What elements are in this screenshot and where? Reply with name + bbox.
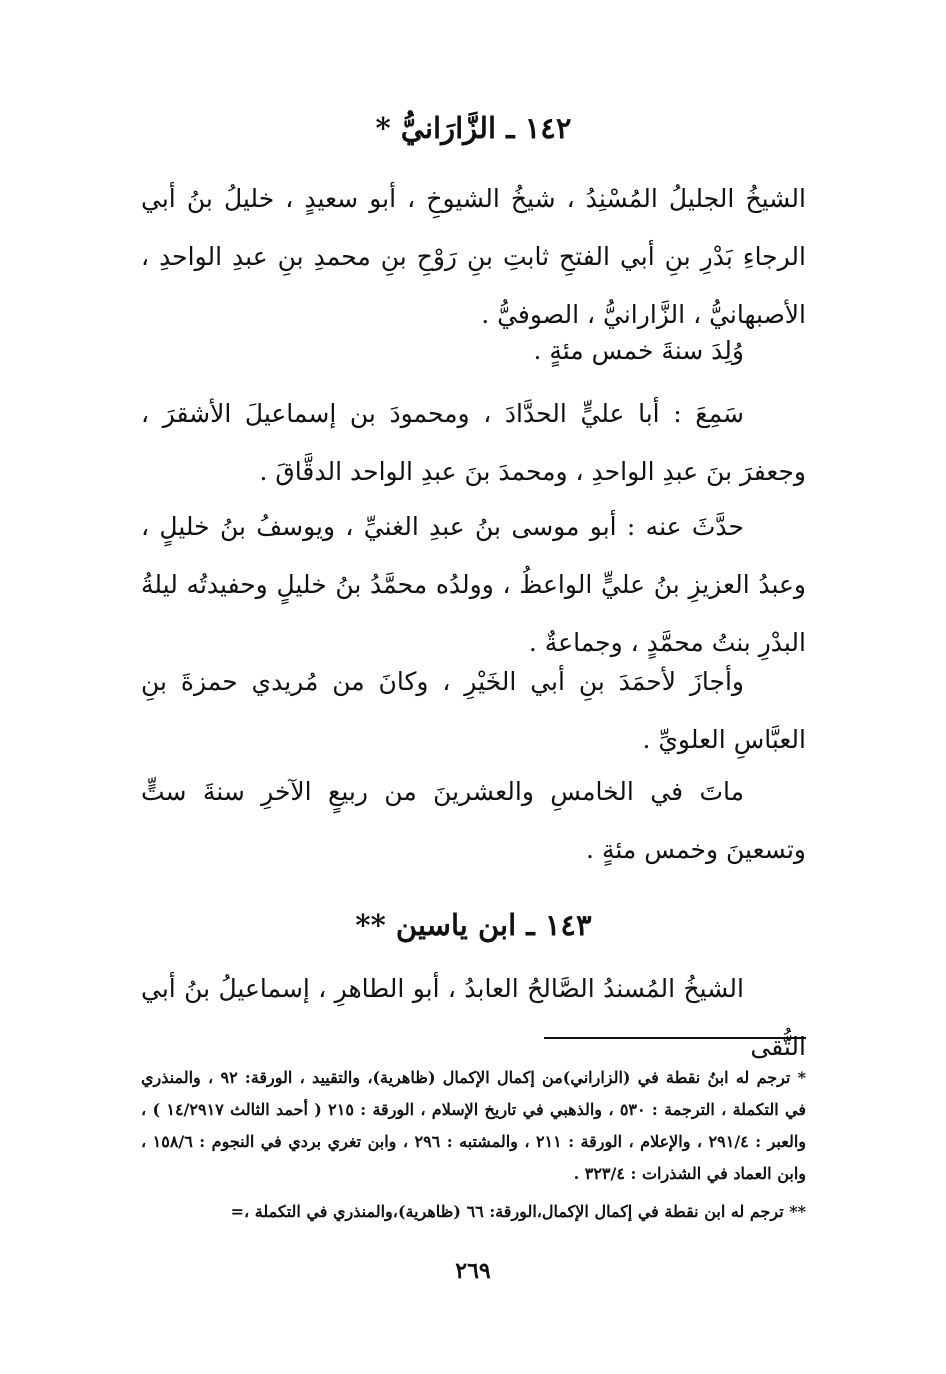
entry-142-paragraph-lineage: الشيخُ الجليلُ المُسْنِدُ ، شيخُ الشيوخِ ، أبو سعيدٍ ، خليلُ بنُ أبي الرجاءِ بَدْرِ بنِ أبي الفتحِ ثابتِ بنِ رَوْحِ بنِ محمدِ بنِ عبدِ الواحدِ ، الأصبهانيُّ ، الزَّارانيُّ ، الصوفيُّ . (141, 184, 806, 329)
entry-heading-143: ١٤٣ ـ ابن ياسين ** (355, 908, 592, 942)
entry-142-paragraph-birth: وُلِدَ سنةَ خمس مئةٍ . (533, 336, 744, 365)
entry-142-paragraph-students: حدَّثَ عنه : أبو موسى بنُ عبدِ الغنيِّ ، ويوسفُ بنُ خليلٍ ، وعبدُ العزيزِ بنُ عليٍّ الواعظُ ، وولدُه محمَّدُ بنُ خليلٍ وحفيدتُه ليلةُ البدْرِ بنتُ محمَّدٍ ، وجماعةٌ . (141, 512, 806, 657)
page-number: ٢٦٩ (455, 1258, 491, 1284)
entry-heading-142: ١٤٢ ـ الزَّارَانيُّ * (375, 111, 572, 145)
footnote-2: ** ترجم له ابن نقطة في إكمال الإكمال،الورقة: ٦٦ (ظاهرية)،والمنذري في التكملة ،= (230, 1202, 806, 1221)
entry-143-paragraph-lineage: الشيخُ المُسندُ الصَّالحُ العابدُ ، أبو الطاهرِ ، إسماعيلُ بنُ أبي التُّقى (141, 974, 806, 1061)
footnote-1: * ترجم له ابنُ نقطة في (الزاراني)من إكمال الإكمال (ظاهرية)، والتقييد ، الورقة: ٩٢ ، والمنذري في التكملة ، الترجمة : ٥٣٠ ، والذهبي في تاريخ الإسلام ، الورقة : ٢١٥ ( أحمد الثالث ١٤/٢٩١٧ ) ، والعبر : ٢٩١/٤ ، والإعلام ، الورقة : ٢١١ ، والمشتبه : ٢٩٦ ، وابن تغري بردي في النجوم : ١٥٨/٦ ، وابن العماد في الشذرات : ٣٢٣/٤ . (141, 1068, 807, 1183)
entry-142-paragraph-death: ماتَ في الخامسِ والعشرينَ من ربيعٍ الآخرِ سنةَ ستٍّ وتسعينَ وخمس مئةٍ . (141, 777, 806, 864)
footnote-divider (544, 1037, 806, 1039)
entry-142-paragraph-teachers: سَمِعَ : أبا عليٍّ الحدَّادَ ، ومحمودَ بن إسماعيلَ الأشقرَ ، وجعفرَ بنَ عبدِ الواحدِ ، ومحمدَ بنَ عبدِ الواحد الدقَّاقَ . (141, 399, 806, 486)
entry-142-paragraph-ijaza: وأجازَ لأحمَدَ بنِ أبي الخَيْرِ ، وكانَ من مُريدي حمزةَ بنِ العبَّاسِ العلويِّ . (141, 667, 806, 754)
